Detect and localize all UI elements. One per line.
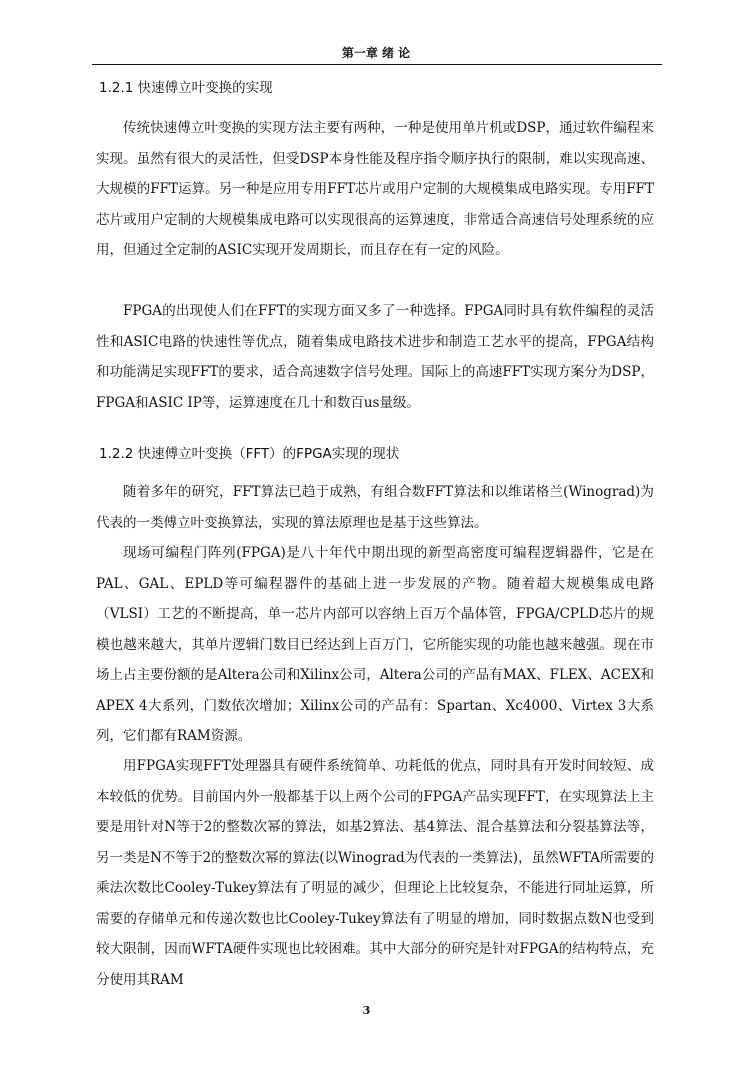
paragraph: FPGA的出现使人们在FFT的实现方面又多了一种选择。FPGA同时具有软件编程的灵活性和ASIC电路的快速性等优点，随着集成电路技术进步和制造工艺水平的提高，FPGA结构和功能满足实现FFT的要求，适合高速数字信号处理。国际上的高速FFT实现方案分为DSP，FPGA和ASIC IP等，运算速度在几十和数百us量级。 [96, 303, 654, 411]
running-header: 第一章 绪 论 [341, 46, 411, 60]
paragraph: 随着多年的研究，FFT算法已趋于成熟，有组合数FFT算法和以维诺格兰(Winograd)为代表的一类傅立叶变换算法，实现的算法原理也是基于这些算法。 [96, 484, 654, 531]
header-rule [92, 64, 662, 65]
paragraph: 用FPGA实现FFT处理器具有硬件系统简单、功耗低的优点，同时具有开发时间较短、成本较低的优势。目前国内外一般都基于以上两个公司的FPGA产品实现FFT，在实现算法上主要是用针对N等于2的整数次幂的算法，如基2算法、基4算法、混合基算法和分裂基算法等，另一类是N不等于2的整数次幂的算法(以Winograd为代表的一类算法)，虽然WFTA所需要的乘法次数比Cooley-Tukey算法有了明显的减少，但理论上比较复杂，不能进行同址运算，所需要的存储单元和传递次数也比Cooley-Tukey算法有了明显的增加，同时数据点数N也受到较大限制，因而WFTA硬件实现也比较困难。其中大部分的研究是针对FPGA的结构特点，充分使用其RAM [96, 758, 654, 988]
paragraph: 传统快速傅立叶变换的实现方法主要有两种，一种是使用单片机或DSP，通过软件编程来实现。虽然有很大的灵活性，但受DSP本身性能及程序指令顺序执行的限制，难以实现高速、大规模的FFT运算。另一种是应用专用FFT芯片或用户定制的大规模集成电路实现。专用FFT芯片或用户定制的大规模集成电路可以实现很高的运算速度，非常适合高速信号处理系统的应用，但通过全定制的ASIC实现开发周期长，而且存在有一定的风险。 [96, 120, 654, 258]
page-number: 3 [362, 1004, 371, 1017]
paragraph: 现场可编程门阵列(FPGA)是八十年代中期出现的新型高密度可编程逻辑器件，它是在PAL、GAL、EPLD等可编程器件的基础上进一步发展的产物。随着超大规模集成电路（VLSI）工艺的不断提高，单一芯片内部可以容纳上百万个晶体管，FPGA/CPLD芯片的规模也越来越大，其单片逻辑门数目已经达到上百万门，它所能实现的功能也越来越强。现在市场上占主要份额的是Altera公司和Xilinx公司，Altera公司的产品有MAX、FLEX、ACEX和APEX 4大系列，门数依次增加；Xilinx公司的产品有：Spartan、Xc4000、Virtex 3大系列，它们都有RAM资源。 [96, 545, 654, 744]
section-heading-1-2-1: 1.2.1 快速傅立叶变换的实现 [99, 80, 273, 96]
section-heading-1-2-2: 1.2.2 快速傅立叶变换（FFT）的FPGA实现的现状 [99, 446, 400, 462]
